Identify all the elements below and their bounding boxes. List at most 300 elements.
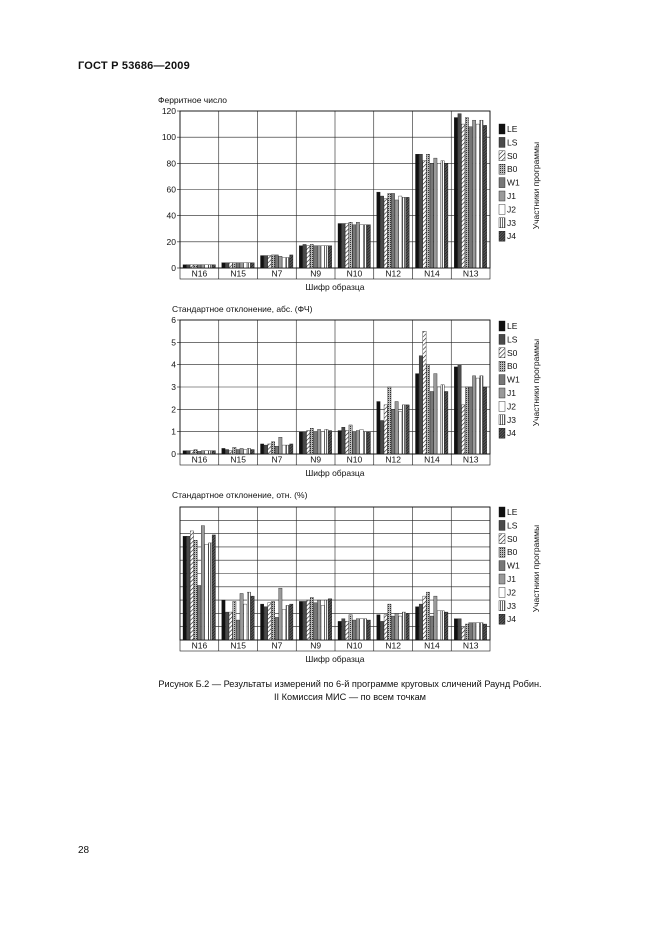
bar-S0-N7	[268, 603, 271, 640]
bar-S0-N14	[423, 331, 426, 454]
y-tick-label: 1	[171, 426, 176, 437]
bar-J2-N9	[321, 605, 324, 640]
bar-LE-N14	[416, 607, 419, 640]
bar-B0-N10	[349, 222, 352, 268]
legend-label-J1: J1	[507, 388, 516, 398]
bar-J3-N13	[480, 120, 483, 268]
category-label: N9	[310, 268, 322, 279]
bar-LS-N13	[458, 114, 461, 268]
bar-J3-N10	[363, 225, 366, 268]
legend-swatch-LE	[499, 321, 505, 331]
bar-LS-N14	[419, 604, 422, 640]
bar-W1-N13	[469, 127, 472, 268]
chart-title: Ферритное число	[158, 95, 228, 105]
bar-J4-N16	[212, 451, 215, 454]
bar-W1-N13	[469, 623, 472, 640]
legend-label-J2: J2	[507, 204, 516, 215]
caption-line-1: Рисунок Б.2 — Результаты измерений по 6-й программе круговых сличений Раунд Робин.	[158, 679, 542, 689]
bar-J1-N15	[240, 593, 243, 640]
bar-J3-N13	[480, 376, 483, 454]
y-tick-label: 2	[171, 404, 176, 415]
legend-swatch-J4	[499, 428, 505, 438]
legend-swatch-J3	[499, 415, 505, 425]
bar-W1-N9	[314, 432, 317, 454]
bar-S0-N15	[229, 263, 232, 268]
bar-J4-N13	[483, 125, 486, 268]
legend-label-J3: J3	[507, 217, 516, 228]
legend-label-B0: B0	[507, 361, 518, 372]
bar-S0-N9	[307, 431, 310, 454]
bar-S0-N10	[345, 621, 348, 640]
bar-J1-N14	[434, 158, 437, 268]
bar-J1-N15	[240, 263, 243, 268]
bar-B0-N10	[349, 425, 352, 454]
bar-B0-N13	[465, 387, 468, 454]
bar-LE-N16	[183, 265, 186, 268]
figure-caption	[110, 678, 590, 704]
bar-W1-N7	[275, 255, 278, 268]
bar-LS-N16	[187, 536, 190, 640]
legend-label-B0: B0	[507, 547, 518, 558]
bar-J1-N12	[395, 402, 398, 454]
bar-LS-N12	[380, 421, 383, 455]
bar-LE-N15	[222, 448, 225, 454]
bar-LE-N13	[454, 367, 457, 454]
bar-B0-N7	[271, 601, 274, 640]
category-label: N9	[310, 454, 322, 465]
bar-W1-N12	[391, 193, 394, 268]
legend-label-J2: J2	[507, 401, 516, 412]
bar-S0-N16	[190, 265, 193, 268]
bar-LS-N10	[342, 224, 345, 268]
bar-W1-N10	[353, 620, 356, 640]
y-tick-label: 0	[171, 263, 176, 273]
bar-J1-N13	[472, 376, 475, 454]
bar-S0-N14	[423, 161, 426, 268]
bar-J4-N16	[212, 265, 215, 268]
bar-J3-N14	[441, 611, 444, 640]
legend-label-J1: J1	[507, 574, 516, 584]
category-label: N12	[385, 454, 401, 465]
bar-J1-N14	[434, 596, 437, 640]
bar-B0-N12	[388, 193, 391, 268]
bar-W1-N10	[353, 432, 356, 454]
category-label: N10	[346, 268, 363, 279]
bar-LS-N7	[264, 256, 267, 268]
bar-B0-N7	[271, 442, 274, 454]
legend-label-J1: J1	[507, 191, 516, 201]
legend-label-J4: J4	[507, 231, 516, 242]
bar-S0-N16	[190, 531, 193, 640]
chart-title: Стандартное отклонение, отн. (%)	[172, 490, 308, 500]
y-tick-label: 4	[171, 359, 176, 370]
category-label: N9	[310, 640, 322, 651]
bar-B0-N10	[349, 615, 352, 640]
bar-J2-N14	[437, 387, 440, 454]
bar-LE-N14	[416, 374, 419, 454]
legend-swatch-LE	[499, 124, 505, 134]
bar-J3-N7	[286, 445, 289, 454]
bar-LE-N9	[299, 601, 302, 640]
y-tick-label: 0	[171, 449, 176, 459]
bar-J4-N15	[251, 596, 254, 640]
category-label: N14	[424, 268, 440, 279]
category-label: N14	[424, 454, 440, 465]
bar-J2-N10	[360, 429, 363, 454]
bar-J2-N7	[282, 609, 285, 640]
bar-LE-N9	[299, 246, 302, 268]
bar-J2-N13	[476, 378, 479, 454]
bar-J2-N14	[437, 163, 440, 268]
category-label: N10	[346, 454, 363, 465]
category-label: N15	[230, 454, 246, 465]
bar-J2-N15	[244, 604, 247, 640]
bar-B0-N12	[388, 387, 391, 454]
bar-LS-N7	[264, 445, 267, 454]
bar-LS-N15	[225, 612, 228, 640]
bar-J3-N12	[402, 612, 405, 640]
bar-LE-N12	[377, 615, 380, 640]
legend-swatch-J4	[499, 231, 505, 241]
bar-J2-N7	[282, 445, 285, 454]
category-label: N15	[230, 268, 246, 279]
bar-W1-N12	[391, 616, 394, 640]
bar-J3-N15	[247, 448, 250, 454]
bar-W1-N15	[236, 450, 239, 454]
chart-2	[171, 304, 541, 478]
legend-label-J2: J2	[507, 587, 516, 598]
bar-LS-N16	[187, 451, 190, 454]
legend-label-J3: J3	[507, 600, 516, 611]
bar-J1-N16	[201, 526, 204, 640]
bar-B0-N12	[388, 604, 391, 640]
bar-J1-N10	[356, 431, 359, 454]
legend-label-LE: LE	[507, 321, 518, 331]
legend-label-J3: J3	[507, 414, 516, 425]
y-tick-label: 40	[166, 210, 176, 221]
category-label: N7	[271, 454, 283, 465]
bar-LE-N14	[416, 154, 419, 268]
legend-swatch-J2	[499, 587, 505, 597]
bar-J4-N15	[251, 263, 254, 268]
bar-B0-N14	[426, 365, 429, 454]
bar-S0-N13	[462, 124, 465, 268]
legend-swatch-J2	[499, 401, 505, 411]
legend-swatch-B0	[499, 547, 505, 557]
bar-S0-N15	[229, 451, 232, 454]
legend-swatch-J4	[499, 614, 505, 624]
y-tick-label: 80	[166, 158, 176, 169]
bar-LE-N12	[377, 402, 380, 454]
bar-J4-N12	[406, 405, 409, 454]
category-label: N16	[191, 454, 208, 465]
legend-swatch-J1	[499, 388, 505, 398]
bar-J1-N7	[279, 256, 282, 268]
legend-swatch-LS	[499, 334, 505, 344]
bar-S0-N13	[462, 627, 465, 640]
bar-B0-N9	[310, 244, 313, 268]
bar-J1-N16	[201, 265, 204, 268]
legend-swatch-J3	[499, 218, 505, 228]
bar-J1-N15	[240, 448, 243, 454]
bar-W1-N15	[236, 620, 239, 640]
bar-LS-N14	[419, 356, 422, 454]
bar-J4-N12	[406, 613, 409, 640]
legend-swatch-J3	[499, 601, 505, 611]
legend-label-LS: LS	[507, 520, 518, 531]
legend-swatch-W1	[499, 375, 505, 385]
category-label: N12	[385, 640, 401, 651]
bar-J1-N9	[317, 600, 320, 640]
legend-swatch-LS	[499, 137, 505, 147]
document-standard-header: ГОСТ Р 53686—2009	[78, 60, 190, 72]
bar-J4-N15	[251, 450, 254, 454]
bar-B0-N16	[194, 540, 197, 640]
bar-J4-N14	[445, 163, 448, 268]
bar-B0-N13	[465, 624, 468, 640]
x-axis-label: Шифр образца	[305, 282, 365, 292]
bar-J2-N9	[321, 246, 324, 268]
bar-W1-N9	[314, 603, 317, 640]
bar-J3-N16	[208, 265, 211, 268]
bar-J4-N10	[367, 432, 370, 454]
bar-LE-N15	[222, 600, 225, 640]
bar-S0-N12	[384, 405, 387, 454]
bar-B0-N15	[233, 263, 236, 268]
bar-W1-N15	[236, 263, 239, 268]
bar-LE-N9	[299, 432, 302, 454]
page-number: 28	[78, 845, 90, 856]
bar-J4-N14	[445, 612, 448, 640]
legend-label-LS: LS	[507, 334, 518, 345]
bar-W1-N14	[430, 616, 433, 640]
bar-W1-N7	[275, 446, 278, 454]
bar-J2-N15	[244, 263, 247, 268]
bar-J2-N7	[282, 258, 285, 268]
legend-label-S0: S0	[507, 347, 518, 358]
y-tick-label: 6	[171, 315, 176, 325]
y-tick-label: 20	[166, 236, 176, 247]
bar-J1-N13	[472, 623, 475, 640]
bar-J3-N9	[325, 600, 328, 640]
bar-W1-N14	[430, 163, 433, 268]
bar-J2-N12	[399, 412, 402, 454]
legend-swatch-B0	[499, 164, 505, 174]
bar-J1-N9	[317, 429, 320, 454]
bar-LE-N16	[183, 451, 186, 454]
bar-LE-N7	[261, 256, 264, 268]
bar-J4-N14	[445, 391, 448, 454]
bar-J1-N12	[395, 200, 398, 268]
category-label: N15	[230, 640, 246, 651]
bar-B0-N15	[233, 447, 236, 454]
y-tick-label: 3	[171, 382, 176, 392]
bar-J1-N7	[279, 437, 282, 454]
bar-J4-N10	[367, 620, 370, 640]
bar-LE-N10	[338, 621, 341, 640]
bar-J2-N14	[437, 611, 440, 640]
legend-label-W1: W1	[507, 374, 520, 385]
bar-LS-N15	[225, 263, 228, 268]
chart-title: Стандартное отклонение, абс. (ФЧ)	[172, 304, 313, 314]
legend-label-LE: LE	[507, 124, 518, 134]
category-label: N10	[346, 640, 363, 651]
bar-B0-N7	[271, 255, 274, 268]
bar-J3-N15	[247, 263, 250, 268]
bar-LE-N12	[377, 192, 380, 268]
legend-label-LE: LE	[507, 507, 518, 517]
bar-S0-N14	[423, 596, 426, 640]
bar-J1-N10	[356, 619, 359, 640]
bar-J1-N12	[395, 613, 398, 640]
bar-LS-N16	[187, 265, 190, 268]
legend-label-S0: S0	[507, 533, 518, 544]
bar-LE-N7	[261, 444, 264, 454]
bar-B0-N15	[233, 601, 236, 640]
bar-J2-N12	[399, 616, 402, 640]
bar-LS-N9	[303, 601, 306, 640]
category-label: N13	[462, 268, 479, 279]
category-label: N12	[385, 268, 401, 279]
bar-LS-N9	[303, 244, 306, 268]
bar-J3-N14	[441, 161, 444, 268]
legend-label-J4: J4	[507, 428, 516, 439]
bar-S0-N12	[384, 199, 387, 268]
legend-title: Участники программы	[531, 141, 541, 230]
category-label: N16	[191, 640, 208, 651]
category-label: N7	[271, 640, 283, 651]
bar-J3-N13	[480, 623, 483, 640]
bar-J4-N7	[290, 604, 293, 640]
bar-J3-N7	[286, 258, 289, 268]
category-label: N13	[462, 454, 479, 465]
bar-S0-N10	[345, 431, 348, 454]
bar-J4-N9	[328, 246, 331, 268]
bar-LE-N13	[454, 118, 457, 268]
legend-label-W1: W1	[507, 177, 520, 188]
bar-J4-N7	[290, 255, 293, 268]
bar-J3-N16	[208, 451, 211, 454]
bar-W1-N10	[353, 225, 356, 268]
bar-B0-N13	[465, 118, 468, 268]
chart-1	[158, 95, 541, 292]
bar-LE-N13	[454, 619, 457, 640]
bar-S0-N16	[190, 451, 193, 454]
bar-LE-N15	[222, 263, 225, 268]
bar-J2-N10	[360, 225, 363, 268]
bar-J2-N9	[321, 432, 324, 454]
bar-J2-N12	[399, 196, 402, 268]
bar-J4-N13	[483, 624, 486, 640]
bar-W1-N13	[469, 387, 472, 454]
x-axis-label: Шифр образца	[305, 468, 365, 478]
bar-J2-N13	[476, 124, 479, 268]
bar-W1-N16	[198, 585, 201, 640]
y-tick-label: 5	[171, 337, 176, 348]
legend-label-J4: J4	[507, 614, 516, 625]
bar-W1-N14	[430, 391, 433, 454]
bar-LE-N16	[183, 536, 186, 640]
bar-J4-N7	[290, 444, 293, 454]
bar-B0-N9	[310, 428, 313, 454]
bar-LS-N14	[419, 154, 422, 268]
bar-B0-N16	[194, 265, 197, 268]
bar-J3-N7	[286, 605, 289, 640]
bar-LS-N10	[342, 619, 345, 640]
bar-LE-N7	[261, 604, 264, 640]
x-axis-label: Шифр образца	[305, 654, 365, 664]
bar-J3-N16	[208, 543, 211, 640]
legend-swatch-W1	[499, 178, 505, 188]
y-tick-label: 120	[161, 106, 176, 116]
legend-title: Участники программы	[531, 338, 541, 427]
bar-S0-N9	[307, 600, 310, 640]
bar-J2-N16	[205, 544, 208, 640]
legend-swatch-J2	[499, 204, 505, 214]
bar-J1-N13	[472, 120, 475, 268]
legend-swatch-S0	[499, 534, 505, 544]
legend-swatch-LS	[499, 520, 505, 530]
legend-label-S0: S0	[507, 150, 518, 161]
bar-LS-N9	[303, 432, 306, 454]
bar-J2-N15	[244, 450, 247, 454]
bar-J3-N10	[363, 619, 366, 640]
bar-J4-N10	[367, 225, 370, 268]
chart-3	[172, 490, 541, 664]
bar-J2-N16	[205, 451, 208, 454]
bar-J4-N12	[406, 197, 409, 268]
bar-W1-N16	[198, 265, 201, 268]
bar-S0-N13	[462, 405, 465, 454]
caption-line-2: II Комиссия МИС — по всем точкам	[273, 692, 427, 702]
legend-label-LS: LS	[507, 137, 518, 148]
bar-S0-N15	[229, 612, 232, 640]
legend-swatch-S0	[499, 151, 505, 161]
bar-J3-N14	[441, 385, 444, 454]
legend-swatch-J1	[499, 191, 505, 201]
bar-J1-N10	[356, 222, 359, 268]
bar-B0-N14	[426, 154, 429, 268]
bar-J3-N15	[247, 592, 250, 640]
legend-swatch-LE	[499, 507, 505, 517]
bar-J3-N12	[402, 197, 405, 268]
bar-LS-N10	[342, 427, 345, 454]
bar-LS-N12	[380, 621, 383, 640]
bar-S0-N7	[268, 444, 271, 454]
bar-S0-N9	[307, 246, 310, 268]
bar-W1-N7	[275, 617, 278, 640]
legend-title: Участники программы	[531, 524, 541, 613]
bar-J4-N13	[483, 387, 486, 454]
bar-W1-N12	[391, 409, 394, 454]
bar-J3-N12	[402, 405, 405, 454]
bar-LE-N10	[338, 224, 341, 268]
bar-S0-N10	[345, 224, 348, 268]
legend-swatch-W1	[499, 561, 505, 571]
legend-swatch-J1	[499, 574, 505, 584]
bar-LE-N10	[338, 431, 341, 454]
bar-J2-N16	[205, 265, 208, 268]
bar-B0-N9	[310, 597, 313, 640]
bar-LS-N15	[225, 450, 228, 454]
legend-label-W1: W1	[507, 560, 520, 571]
bar-J4-N16	[212, 535, 215, 640]
category-label: N13	[462, 640, 479, 651]
category-label: N7	[271, 268, 283, 279]
bar-J3-N9	[325, 246, 328, 268]
bar-LS-N7	[264, 607, 267, 640]
bar-LS-N13	[458, 619, 461, 640]
